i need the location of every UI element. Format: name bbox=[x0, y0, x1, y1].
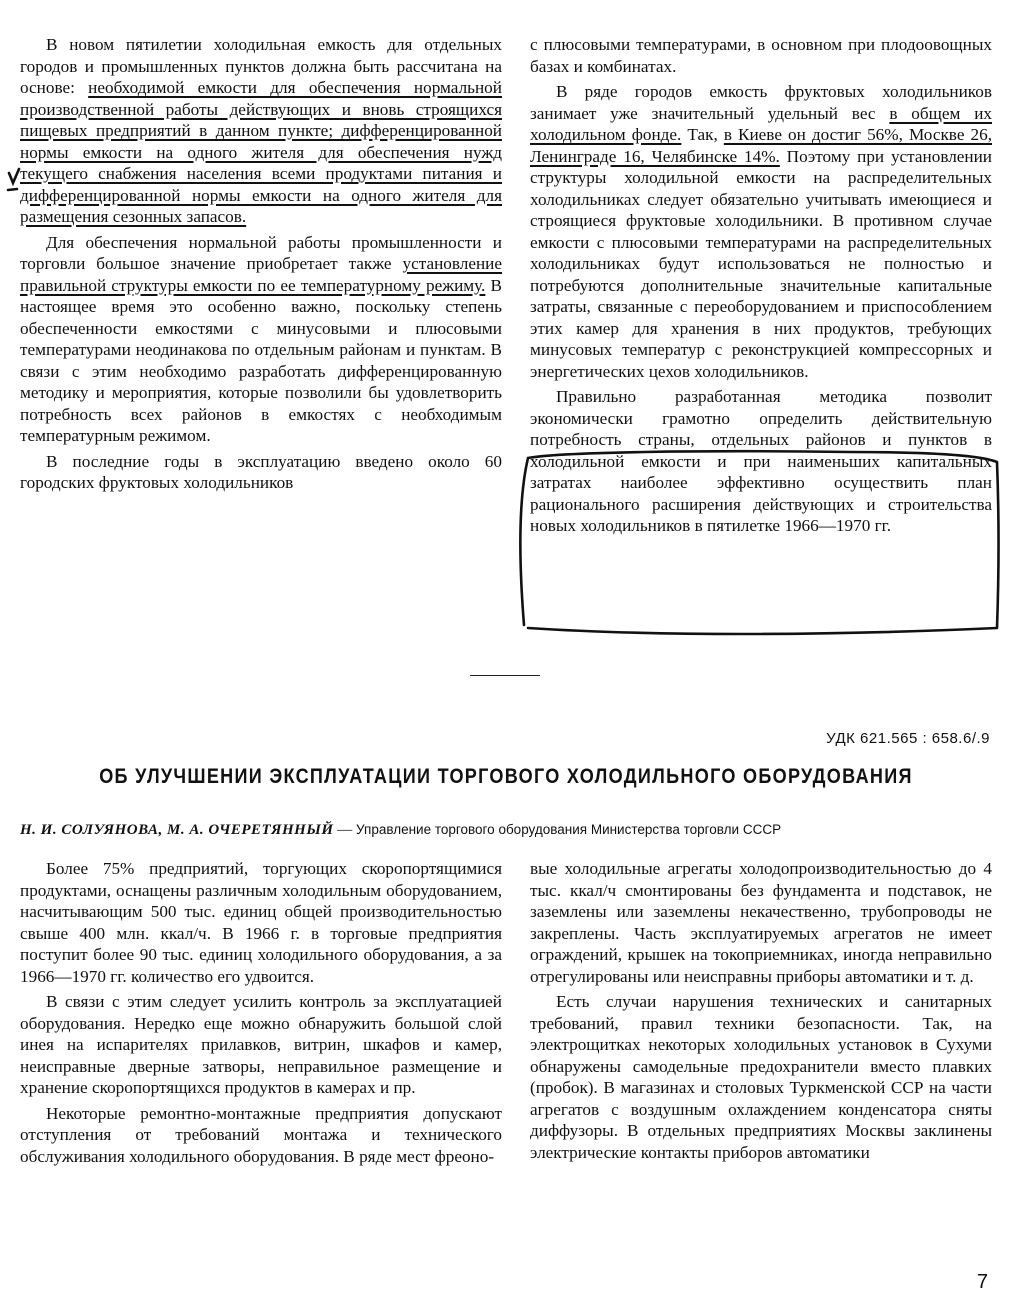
paragraph bbox=[20, 34, 502, 228]
text-run: Некоторые ремонтно-монтажные предприятия допускают отступления от требований монтажа и технического обслуживания холодильного оборудования. В ряде мест фреоно- bbox=[20, 1103, 502, 1166]
article2-left-column bbox=[20, 858, 502, 1171]
underlined-text: в Киеве он достиг 56%, Москве 26, Ленинграде 16, Челябинске 14%. bbox=[530, 125, 992, 166]
text-run: В последние годы в эксплуатацию введено около 60 городских фруктовых холодильников bbox=[20, 451, 502, 492]
paragraph bbox=[20, 1103, 502, 1168]
paragraph bbox=[530, 858, 992, 987]
text-run: Поэтому при установлении структуры холодильной емкости на распределительных холодильниках следует обязательно учитывать имеющиеся и строящиеся фруктовые холодильники. В противном случае емкости с плюсовыми температурами на распределительных холодильниках будут использоваться не полностью и потребуются дополнительные значительные капитальные затраты, связанные с переоборудованием и приспособлением этих камер для хранения в них продуктов, требующих минусовых температур с реконструкцией компрессорных и энергетических цехов холодильников. bbox=[530, 146, 993, 381]
text-run: вые холодильные агрегаты холодопроизводительностью до 4 тыс. ккал/ч смонтированы без фундамента и подставок, не заземлены или заземлены некачественно, трубопроводы не закреплены. Часть эксплуатируемых агрегатов не имеет ограждений, крышек на токоприемниках, иногда неправильно отрегулированы или неисправны приборы автоматики и т. д. bbox=[530, 859, 992, 986]
text-run: с плюсовыми температурами, в основном при плодоовощных базах и комбинатах. bbox=[530, 35, 992, 76]
paragraph bbox=[530, 991, 992, 1163]
text-run: В связи с этим следует усилить контроль за эксплуатацией оборудования. Нередко еще можно обнаружить большой слой инея на испарителях прилавков, витрин, шкафов и камер, неисправные дверные затворы, неправильное размещение и хранение скоропортящихся продуктов в камерах и пр. bbox=[20, 992, 502, 1097]
article2-right-column bbox=[530, 858, 992, 1167]
article1-left-column bbox=[20, 34, 502, 498]
paragraph bbox=[20, 991, 502, 1099]
udc-code: УДК 621.565 : 658.6/.9 bbox=[826, 730, 990, 747]
text-run: Более 75% предприятий, торгующих скоропортящимися продуктами, оснащены различным холодильным оборудованием, насчитывающим 500 тыс. единиц общей производительностью свыше 400 млн. ккал/ч. В 1966 г. в торговые предприятия поступит более 90 тыс. единиц холодильного оборудования, а за 1966—1970 гг. количество его удвоится. bbox=[20, 859, 502, 986]
paragraph bbox=[20, 451, 502, 494]
underlined-text: в общем их холодильном фонде. bbox=[530, 103, 992, 144]
text-run: В новом пятилетии холодильная емкость для отдельных городов и промышленных пунктов должна быть рассчитана на основе: bbox=[20, 35, 502, 97]
article1-right-column bbox=[530, 34, 992, 541]
text-run: Есть случаи нарушения технических и санитарных требований, правил техники безопасности. Так, на электрощитках некоторых холодильных установок в Сухуми обнаружены самодельные предохранители вместо плавких (пробок). В магазинах и столовых Туркменской ССР на части агрегатов с воздушным охлаждением конденсатора сняты диффузоры. В отдельных предприятиях Москвы заклинены электрические контакты приборов автоматики bbox=[530, 992, 992, 1162]
paragraph bbox=[20, 858, 502, 987]
article-divider bbox=[470, 675, 540, 676]
underlined-text: установление правильной структуры емкости по ее температурному режиму. bbox=[20, 254, 502, 295]
page-number: 7 bbox=[976, 1271, 988, 1293]
text-run: В ряде городов емкость фруктовых холодильников занимает уже значительный удельный вес bbox=[530, 82, 992, 123]
text-run: Для обеспечения нормальной работы промышленности и торговли большое значение приобретает также bbox=[20, 232, 502, 273]
paragraph bbox=[530, 386, 992, 537]
paragraph bbox=[20, 232, 502, 447]
paragraph bbox=[530, 81, 992, 382]
author-dash: — bbox=[333, 822, 357, 838]
margin-checkmark bbox=[8, 169, 19, 190]
authors: Н. И. СОЛУЯНОВА, М. А. ОЧЕРЕТЯННЫЙ bbox=[20, 822, 334, 838]
text-run: Правильно разработанная методика позволит экономически грамотно определить действительную потребность страны, отдельных районов и пунктов в холодильной емкости и при наименьших капитальных затратах наиболее эффективно осуществить план рационального расширения действующих и строительства новых холодильников в пятилетке 1966—1970 гг. bbox=[530, 387, 992, 535]
underlined-text: необходимой емкости для обеспечения нормальной производственной работы действующих и вновь строящихся пищевых предприятий в данном пункте; дифференцированной нормы емкости на одного жителя для обеспечения нужд текущего снабжения населения всеми продуктами питания и дифференцированной нормы емкости на одного жителя для размещения сезонных запасов. bbox=[20, 78, 502, 226]
organization: Управление торгового оборудования Министерства торговли СССР bbox=[356, 822, 782, 837]
text-run: Так, bbox=[681, 125, 724, 144]
article-title: ОБ УЛУЧШЕНИИ ЭКСПЛУАТАЦИИ ТОРГОВОГО ХОЛОДИЛЬНОГО ОБОРУДОВАНИЯ bbox=[99, 765, 913, 788]
paragraph bbox=[530, 34, 992, 77]
author-line bbox=[20, 822, 1000, 839]
text-run: В настоящее время это особенно важно, поскольку степень обеспеченности емкостями с минусовыми и плюсовыми температурами неодинакова по отдельным районам и пунктам. В связи с этим необходимо разработать дифференцированную методику и мероприятия, которые позволили бы удовлетворить потребность всех районов в емкостях с необходимым температурным режимом. bbox=[20, 275, 502, 445]
